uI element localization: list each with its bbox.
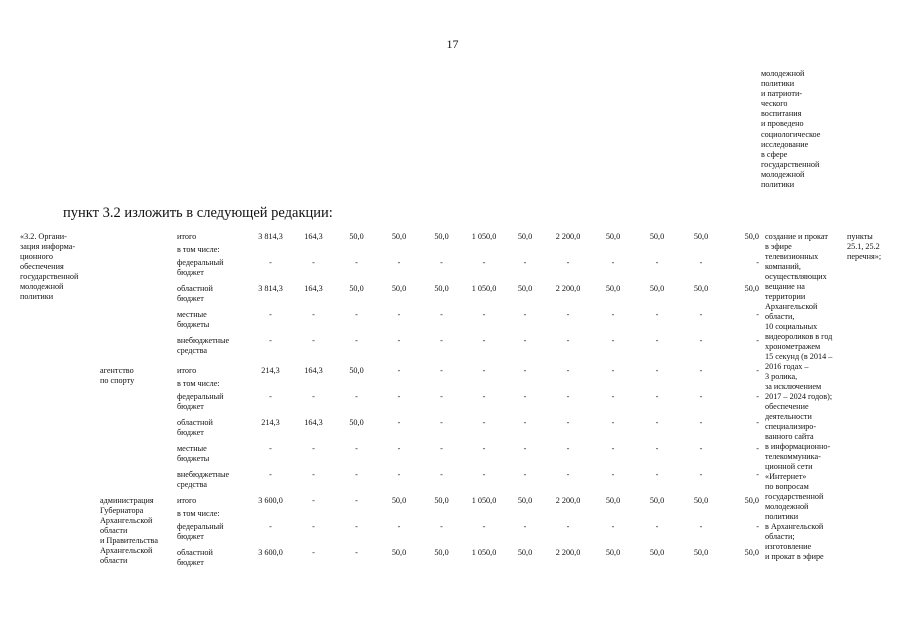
amount-cell: - — [523, 418, 527, 427]
funding-source-line: бюджет — [177, 294, 204, 303]
amount-cell: 50,0 — [517, 284, 533, 293]
amount-cell: 50,0 — [391, 548, 407, 557]
amount-cell: - — [269, 310, 272, 319]
amount-cell: - — [611, 470, 615, 479]
funding-source-line: местные — [177, 444, 207, 453]
funding-source-line: бюджеты — [177, 320, 210, 329]
amount-cell: - — [355, 470, 358, 479]
measures-line: области; — [765, 532, 795, 541]
measures-line: осуществляющих — [765, 272, 827, 281]
amount-cell: - — [655, 310, 659, 319]
funding-source-cell — [177, 336, 249, 366]
measures-line: хронометражем — [765, 342, 821, 351]
measures-line: деятельности — [765, 412, 812, 421]
amount-cell: - — [482, 258, 486, 267]
amount-cell: - — [655, 258, 659, 267]
funding-source-line: бюджет — [177, 268, 204, 277]
amount-cell: - — [523, 392, 527, 401]
executor-line: агентство — [100, 366, 134, 375]
amount-cell: - — [397, 258, 401, 267]
executor-line: по спорту — [100, 376, 135, 385]
amount-cell: - — [269, 444, 272, 453]
measures-line: 2016 годах – — [765, 362, 809, 371]
amount-cell: - — [312, 258, 315, 267]
amount-cell: - — [355, 496, 358, 505]
amount-cell: - — [440, 366, 443, 375]
amount-cell: 50,0 — [744, 284, 759, 293]
amount-cell: - — [523, 444, 527, 453]
funding-source-cell — [177, 310, 249, 336]
amount-cell: 50,0 — [693, 496, 709, 505]
amount-cell: - — [611, 392, 615, 401]
measures-line: в информационно- — [765, 442, 831, 451]
amount-cell: 50,0 — [649, 548, 665, 557]
amount-cell: - — [699, 470, 703, 479]
measures-line: 10 социальных — [765, 322, 818, 331]
funding-source-cell — [177, 444, 249, 470]
results-line: исследование — [761, 139, 809, 149]
amount-cell: - — [269, 392, 272, 401]
event-name-cell — [20, 232, 100, 366]
amount-cell: 50,0 — [391, 496, 407, 505]
measures-line: специализиро- — [765, 422, 817, 431]
measures-line: по вопросам — [765, 482, 809, 491]
amount-cell: 1 050,0 — [471, 232, 497, 241]
amount-cell: - — [699, 258, 703, 267]
measures-line: и прокат в эфире — [765, 552, 824, 561]
event-name-line: молодежной — [20, 282, 64, 291]
measures-line: телекоммуника- — [765, 452, 821, 461]
amount-cell: - — [397, 470, 401, 479]
amount-cell: - — [440, 258, 443, 267]
amount-cell: 164,3 — [304, 284, 323, 293]
amount-cell: - — [355, 548, 358, 557]
amount-cell: 50,0 — [434, 548, 449, 557]
measures-line: телевизионных — [765, 252, 819, 261]
amount-cell: - — [312, 496, 315, 505]
amount-cell: - — [611, 258, 615, 267]
amount-cell: - — [482, 336, 486, 345]
amount-cell: 164,3 — [304, 366, 323, 375]
amount-cell: - — [655, 366, 659, 375]
amount-cell: - — [611, 444, 615, 453]
amount-cell: - — [482, 444, 486, 453]
amount-cell: 50,0 — [605, 548, 621, 557]
amount-cell: - — [355, 392, 358, 401]
amount-cell: 50,0 — [349, 232, 364, 241]
amount-cell: - — [312, 336, 315, 345]
executor-line: области — [100, 556, 128, 565]
funding-source-line: бюджет — [177, 532, 204, 541]
amount-cell: 164,3 — [304, 232, 323, 241]
amount-cell: - — [611, 418, 615, 427]
amount-cell: 3 814,3 — [258, 284, 283, 293]
amount-cell: 50,0 — [391, 232, 407, 241]
measures-line: обеспечение — [765, 402, 809, 411]
amount-cell: - — [355, 258, 358, 267]
amount-cell: - — [397, 418, 401, 427]
amount-cell: - — [440, 310, 443, 319]
funding-source-line: внебюджетные — [177, 470, 230, 479]
amount-cell: 50,0 — [434, 284, 449, 293]
event-name-line: обеспечения — [20, 262, 64, 271]
amount-cell: 50,0 — [517, 232, 533, 241]
amount-cell: - — [523, 310, 527, 319]
measures-line: государственной — [765, 492, 824, 501]
list-points-line: 25.1, 25.2 — [847, 242, 880, 251]
amount-cell: - — [312, 310, 315, 319]
amount-cell: - — [566, 258, 570, 267]
amount-cell: 3 814,3 — [258, 232, 283, 241]
amount-cell: 1 050,0 — [471, 548, 497, 557]
amount-cell: 50,0 — [744, 232, 759, 241]
amount-cell: - — [397, 444, 401, 453]
funding-source-line: итого — [177, 496, 197, 505]
funding-source-line: внебюджетные — [177, 336, 230, 345]
amount-cell: - — [655, 418, 659, 427]
amount-cell: 50,0 — [434, 496, 449, 505]
amount-cell: 50,0 — [693, 284, 709, 293]
funding-source-line: средства — [177, 346, 208, 355]
results-line: воспитания — [761, 109, 802, 119]
amount-cell: - — [482, 418, 486, 427]
funding-source-line: областной — [177, 418, 213, 427]
amount-cell: 50,0 — [605, 232, 621, 241]
amount-cell: - — [523, 336, 527, 345]
funding-source-line: в том числе: — [177, 379, 220, 388]
amount-cell: 50,0 — [349, 366, 364, 375]
amount-cell: 2 200,0 — [555, 284, 581, 293]
funding-source-cell — [177, 470, 249, 496]
funding-source-line: федеральный — [177, 392, 224, 401]
measures-line: видеороликов в год — [765, 332, 833, 341]
funding-source-cell — [177, 392, 249, 418]
executor-line: Архангельской — [100, 516, 153, 525]
amount-cell: 50,0 — [517, 496, 533, 505]
amount-cell: - — [397, 310, 401, 319]
amount-cell: - — [655, 444, 659, 453]
event-name-line: зация информа- — [20, 242, 76, 251]
amount-cell: - — [756, 310, 759, 319]
amount-cell: 214,3 — [261, 418, 280, 427]
amount-cell: 50,0 — [605, 284, 621, 293]
funding-source-cell — [177, 548, 249, 574]
amount-cell: - — [355, 522, 358, 531]
amount-cell: - — [756, 444, 759, 453]
amount-cell: - — [482, 522, 486, 531]
amount-cell: - — [355, 310, 358, 319]
amount-cell: - — [397, 392, 401, 401]
amendment-heading: пункт 3.2 изложить в следующей редакции: — [63, 205, 333, 221]
amount-cell: - — [699, 366, 703, 375]
amount-cell: - — [756, 522, 759, 531]
amount-cell: - — [269, 258, 272, 267]
amount-cell: - — [655, 392, 659, 401]
executor-line: Губернатора — [100, 506, 144, 515]
amount-cell: - — [440, 522, 443, 531]
amount-cell: - — [699, 522, 703, 531]
list-points-line: перечня»; — [847, 252, 882, 261]
amount-cell: 50,0 — [744, 548, 759, 557]
amount-cell: - — [312, 548, 315, 557]
event-name-line: «3.2. Органи- — [20, 232, 67, 241]
amount-cell: - — [699, 310, 703, 319]
amount-cell: - — [655, 470, 659, 479]
funding-source-line: местные — [177, 310, 207, 319]
funding-source-line: в том числе: — [177, 509, 220, 518]
amount-cell: - — [566, 418, 570, 427]
amount-cell: - — [269, 470, 272, 479]
measures-line: политики — [765, 512, 799, 521]
amount-cell: - — [312, 444, 315, 453]
amount-cell: - — [611, 336, 615, 345]
funding-source-cell — [177, 284, 249, 310]
amount-cell: - — [523, 366, 527, 375]
results-line: молодежной — [761, 69, 805, 78]
funding-source-line: бюджет — [177, 558, 204, 567]
results-line: в сфере — [761, 149, 788, 159]
amount-cell: 50,0 — [649, 284, 665, 293]
measures-cell — [765, 232, 847, 574]
results-line: государственной — [761, 159, 820, 169]
event-name-line: ционного — [20, 252, 53, 261]
funding-source-line: бюджет — [177, 428, 204, 437]
executor-cell — [100, 496, 177, 574]
amount-cell: - — [397, 336, 401, 345]
results-line: и проведено — [761, 119, 804, 129]
executor-line: администрация — [100, 496, 154, 505]
measures-line: «Интернет» — [765, 472, 807, 481]
funding-source-line: итого — [177, 232, 197, 241]
funding-source-line: областной — [177, 548, 213, 557]
results-line: молодежной — [761, 169, 805, 179]
amount-cell: - — [440, 470, 443, 479]
amount-cell: - — [756, 366, 759, 375]
results-line: социологическое — [761, 129, 821, 139]
amount-cell: - — [756, 470, 759, 479]
amount-cell: - — [312, 522, 315, 531]
measures-line: в эфире — [765, 242, 792, 251]
funding-source-cell — [177, 245, 249, 258]
amount-cell: - — [699, 444, 703, 453]
list-points-cell — [847, 232, 903, 284]
amount-cell: - — [269, 336, 272, 345]
measures-line: ционной сети — [765, 462, 813, 471]
funding-source-cell — [177, 522, 249, 548]
amount-cell: 50,0 — [605, 496, 621, 505]
amount-cell: 1 050,0 — [471, 284, 497, 293]
measures-line: молодежной — [765, 502, 809, 511]
funding-source-line: бюджет — [177, 402, 204, 411]
amount-cell: 50,0 — [349, 284, 364, 293]
amount-cell: 50,0 — [434, 232, 449, 241]
amount-cell: - — [756, 392, 759, 401]
measures-line: изготовление — [765, 542, 812, 551]
amount-cell: 50,0 — [649, 232, 665, 241]
amount-cell: - — [566, 444, 570, 453]
amount-cell: - — [523, 258, 527, 267]
funding-source-cell — [177, 418, 249, 444]
amount-cell: 50,0 — [391, 284, 407, 293]
amount-cell: - — [269, 522, 272, 531]
amount-cell: - — [523, 470, 527, 479]
amount-cell: 164,3 — [304, 418, 323, 427]
executor-line: и Правительства — [100, 536, 158, 545]
funding-source-cell — [177, 232, 249, 245]
funding-source-line: областной — [177, 284, 213, 293]
measures-line: компаний, — [765, 262, 801, 271]
amount-cell: - — [756, 258, 759, 267]
amount-cell: - — [566, 366, 570, 375]
amount-cell: - — [440, 392, 443, 401]
results-line: политики — [761, 79, 795, 89]
amount-cell: - — [482, 470, 486, 479]
amount-cell: - — [482, 366, 486, 375]
amount-cell: 50,0 — [349, 418, 364, 427]
measures-line: создание и прокат — [765, 232, 828, 241]
amount-cell: - — [482, 310, 486, 319]
amount-cell: - — [566, 310, 570, 319]
funding-source-cell — [177, 496, 249, 509]
amount-cell: 50,0 — [517, 548, 533, 557]
measures-line: ванного сайта — [765, 432, 814, 441]
measures-line: Архангельской — [765, 302, 818, 311]
amount-cell: 1 050,0 — [471, 496, 497, 505]
amount-cell: 50,0 — [744, 496, 759, 505]
funding-source-cell — [177, 379, 249, 392]
amount-cell: 2 200,0 — [555, 496, 581, 505]
amount-cell: - — [440, 444, 443, 453]
amount-cell: 2 200,0 — [555, 548, 581, 557]
previous-item-results-continuation — [761, 69, 851, 190]
results-line: и патриоти- — [761, 89, 803, 99]
funding-source-cell — [177, 258, 249, 284]
amount-cell: 3 600,0 — [258, 548, 283, 557]
amount-cell: - — [611, 522, 615, 531]
amount-cell: - — [655, 336, 659, 345]
amount-cell: - — [566, 392, 570, 401]
amount-cell: - — [756, 336, 759, 345]
measures-line: за исключением — [765, 382, 822, 391]
funding-source-line: федеральный — [177, 522, 224, 531]
list-points-line: пункты — [847, 232, 873, 241]
amount-cell: - — [397, 522, 401, 531]
amount-cell: - — [699, 392, 703, 401]
funding-source-line: федеральный — [177, 258, 224, 267]
amount-cell: - — [440, 418, 443, 427]
amount-cell: - — [566, 522, 570, 531]
measures-line: территории — [765, 292, 806, 301]
amount-cell: - — [756, 418, 759, 427]
funding-source-cell — [177, 509, 249, 522]
event-name-line: государственной — [20, 272, 79, 281]
amount-cell: - — [355, 336, 358, 345]
amount-cell: - — [655, 522, 659, 531]
executor-cell — [100, 366, 177, 496]
amount-cell: - — [355, 444, 358, 453]
amount-cell: - — [611, 366, 615, 375]
page-number: 17 — [446, 37, 459, 51]
measures-line: области, — [765, 312, 795, 321]
funding-source-line: итого — [177, 366, 197, 375]
executor-line: области — [100, 526, 128, 535]
amount-cell: - — [566, 470, 570, 479]
amount-cell: - — [397, 366, 401, 375]
funding-source-line: бюджеты — [177, 454, 210, 463]
amount-cell: - — [566, 336, 570, 345]
amount-cell: - — [611, 310, 615, 319]
results-line: ческого — [761, 99, 788, 109]
amount-cell: 50,0 — [693, 548, 709, 557]
measures-line: 3 ролика, — [765, 372, 798, 381]
amount-cell: - — [699, 336, 703, 345]
financing-table — [20, 232, 900, 574]
amount-cell: - — [482, 392, 486, 401]
amount-cell: 214,3 — [261, 366, 280, 375]
amount-cell: - — [699, 418, 703, 427]
results-line: политики — [761, 180, 795, 190]
event-name-line: политики — [20, 292, 54, 301]
measures-line: вещание на — [765, 282, 805, 291]
executor-line: Архангельской — [100, 546, 153, 555]
amount-cell: - — [312, 470, 315, 479]
amount-cell: - — [440, 336, 443, 345]
measures-line: 15 секунд (в 2014 – — [765, 352, 833, 361]
measures-line: 2017 – 2024 годов); — [765, 392, 833, 401]
amount-cell: 3 600,0 — [258, 496, 283, 505]
funding-source-cell — [177, 366, 249, 379]
measures-line: в Архангельской — [765, 522, 824, 531]
funding-source-line: средства — [177, 480, 208, 489]
funding-source-line: в том числе: — [177, 245, 220, 254]
amount-cell: 50,0 — [693, 232, 709, 241]
amount-cell: 2 200,0 — [555, 232, 581, 241]
amount-cell: 50,0 — [649, 496, 665, 505]
amount-cell: - — [312, 392, 315, 401]
amount-cell: - — [523, 522, 527, 531]
